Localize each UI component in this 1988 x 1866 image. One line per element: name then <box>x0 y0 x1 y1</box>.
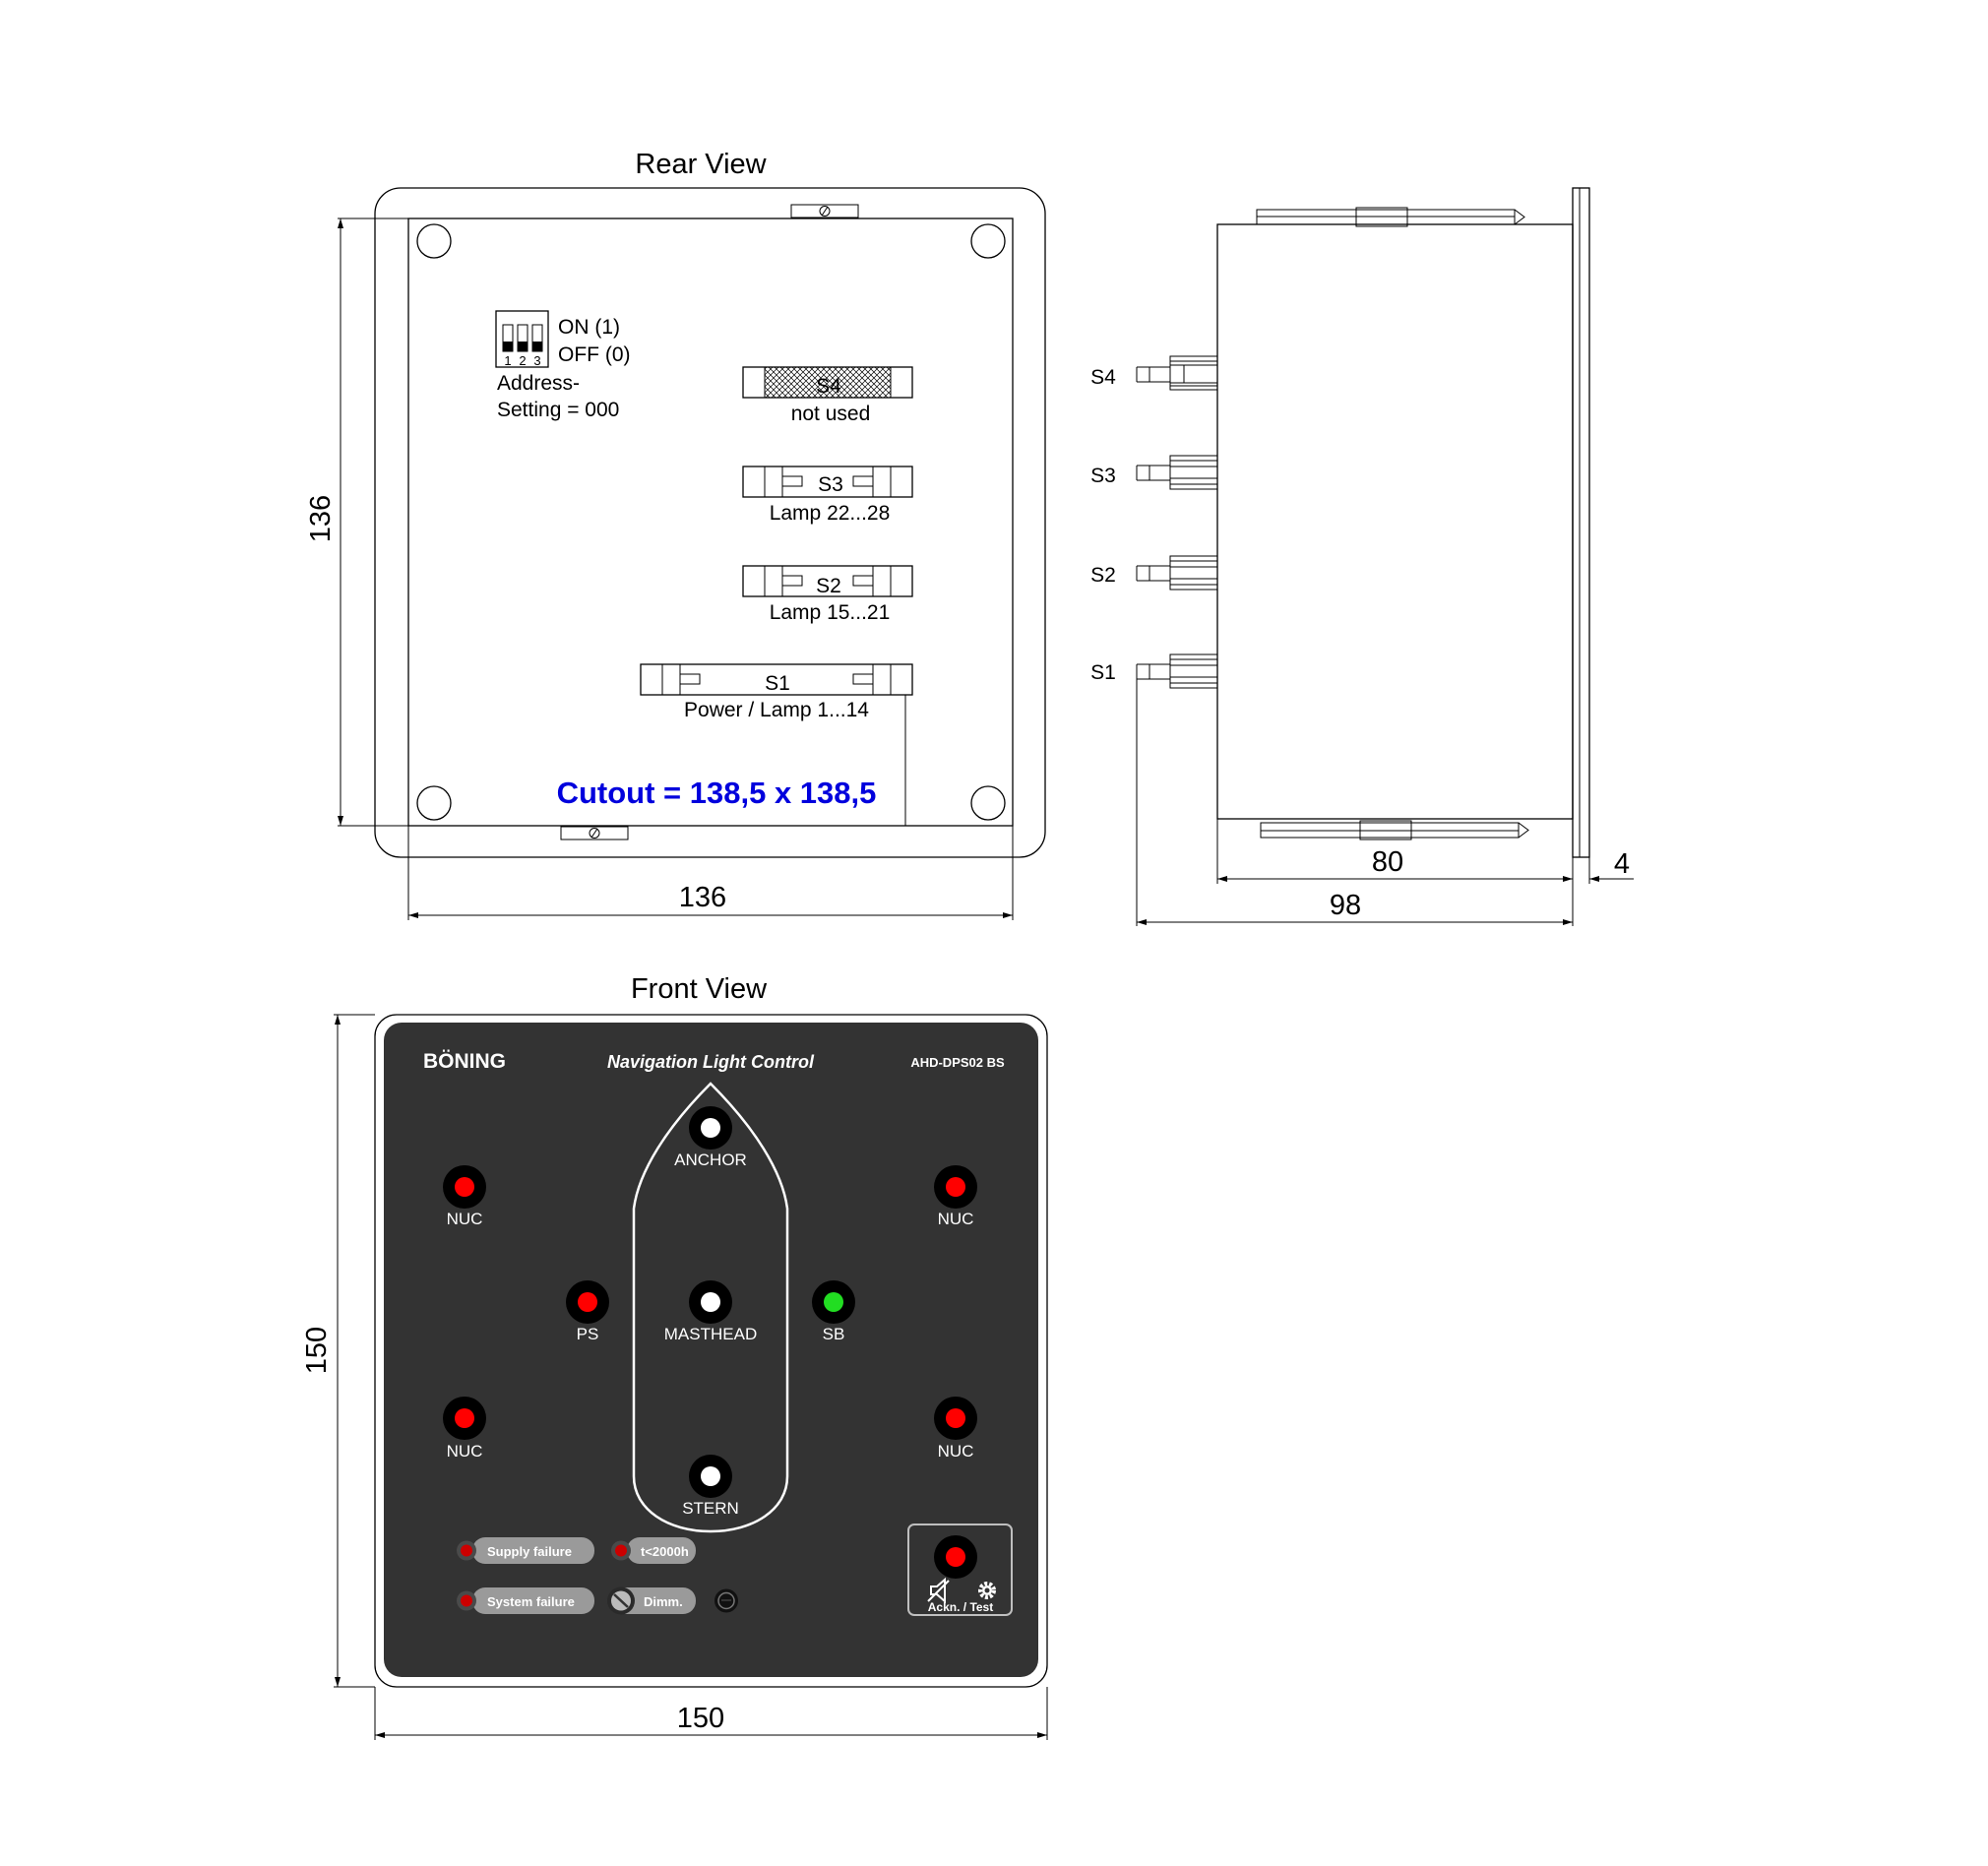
connector-s2-label: Lamp 15...21 <box>769 601 891 624</box>
hours-label: t<2000h <box>641 1544 689 1559</box>
dip-number: 2 <box>519 353 527 368</box>
side-label-s4: S4 <box>1090 366 1116 389</box>
rear-panel <box>408 218 1013 826</box>
side-dim-total <box>1137 890 1573 922</box>
connector-s2-name: S2 <box>816 575 841 597</box>
side-view <box>1090 188 1634 926</box>
side-dim-body-value: 80 <box>1371 846 1404 878</box>
dip-number: 3 <box>533 353 541 368</box>
cutout-text: Cutout = 138,5 x 138,5 <box>556 776 877 810</box>
side-dim-total-value: 98 <box>1329 890 1362 921</box>
side-label-s1: S1 <box>1090 661 1116 684</box>
label-nuc: NUC <box>937 1442 974 1461</box>
front-dim-height-value: 150 <box>301 1326 333 1375</box>
connector-s3-label: Lamp 22...28 <box>769 502 891 525</box>
dimmer-control[interactable] <box>607 1587 696 1615</box>
label-ps: PS <box>576 1325 599 1343</box>
front-view <box>301 973 1047 1740</box>
dip-number: 1 <box>504 353 512 368</box>
mounting-hole <box>417 786 451 820</box>
system-failure-label: System failure <box>487 1594 575 1609</box>
rear-view <box>305 149 1045 920</box>
supply-failure-indicator <box>457 1537 594 1564</box>
rear-dim-height-value: 136 <box>305 494 337 543</box>
side-plug-s2 <box>1137 556 1217 590</box>
side-label-s3: S3 <box>1090 465 1116 487</box>
connector-s2 <box>743 566 912 597</box>
side-dim-front-value: 4 <box>1613 848 1631 880</box>
address-setting: Setting = 000 <box>497 399 620 421</box>
dip-on-label: ON (1) <box>558 316 620 339</box>
connector-s3-name: S3 <box>818 473 843 496</box>
led-sb <box>812 1280 855 1324</box>
side-plug-s3 <box>1137 456 1217 489</box>
side-bottom-clip <box>1261 821 1528 840</box>
rear-dim-height <box>305 218 408 826</box>
hours-indicator <box>611 1537 696 1564</box>
dimm-label: Dimm. <box>644 1594 683 1609</box>
led-nuc-top-right <box>934 1165 977 1209</box>
rear-dim-width <box>408 826 1013 920</box>
label-nuc: NUC <box>446 1210 483 1228</box>
front-dim-height <box>301 1015 375 1687</box>
side-plug-s4 <box>1137 356 1217 390</box>
model-number: AHD-DPS02 BS <box>910 1055 1005 1070</box>
product-name: Navigation Light Control <box>607 1052 814 1072</box>
led-ps <box>566 1280 609 1324</box>
connector-s1-name: S1 <box>765 672 790 695</box>
led-nuc-bottom-left <box>443 1397 486 1440</box>
connector-s3 <box>743 466 912 497</box>
mounting-hole <box>417 224 451 258</box>
side-label-s2: S2 <box>1090 564 1116 587</box>
connector-s1 <box>641 664 912 695</box>
mounting-hole <box>971 786 1005 820</box>
led-nuc-bottom-right <box>934 1397 977 1440</box>
led-anchor <box>689 1106 732 1150</box>
light-sensor <box>714 1589 738 1613</box>
connector-s1-label: Power / Lamp 1...14 <box>684 699 869 721</box>
side-body <box>1217 224 1573 819</box>
connector-s4 <box>743 367 912 398</box>
side-dim-front <box>1589 848 1634 880</box>
side-dim-body <box>1217 846 1573 879</box>
mounting-hole <box>971 224 1005 258</box>
led-stern <box>689 1455 732 1498</box>
led-masthead <box>689 1280 732 1324</box>
label-stern: STERN <box>682 1499 739 1518</box>
dip-switch <box>496 311 548 368</box>
ack-test-label: Ackn. / Test <box>927 1600 994 1614</box>
label-nuc: NUC <box>446 1442 483 1461</box>
ack-test-button[interactable] <box>908 1524 1012 1615</box>
rear-view-title: Rear View <box>635 149 767 180</box>
led-nuc-top-left <box>443 1165 486 1209</box>
address-label: Address- <box>497 372 581 395</box>
rear-housing-outline <box>375 188 1045 857</box>
label-masthead: MASTHEAD <box>663 1325 758 1343</box>
label-sb: SB <box>822 1325 845 1343</box>
label-anchor: ANCHOR <box>674 1151 747 1169</box>
rear-dim-width-value: 136 <box>678 882 727 913</box>
side-top-clip <box>1257 208 1524 226</box>
connector-s4-label: not used <box>790 403 871 425</box>
side-front-frame <box>1573 188 1589 857</box>
supply-failure-label: Supply failure <box>487 1544 572 1559</box>
side-plug-s1 <box>1137 654 1217 688</box>
front-view-title: Front View <box>630 973 768 1005</box>
connector-s4-name: S4 <box>816 375 841 398</box>
label-nuc: NUC <box>937 1210 974 1228</box>
front-dim-width-value: 150 <box>676 1703 725 1734</box>
brand-logo: BÖNING <box>423 1050 506 1073</box>
dip-off-label: OFF (0) <box>558 343 631 366</box>
system-failure-indicator <box>457 1587 594 1614</box>
front-dim-width <box>375 1687 1047 1740</box>
